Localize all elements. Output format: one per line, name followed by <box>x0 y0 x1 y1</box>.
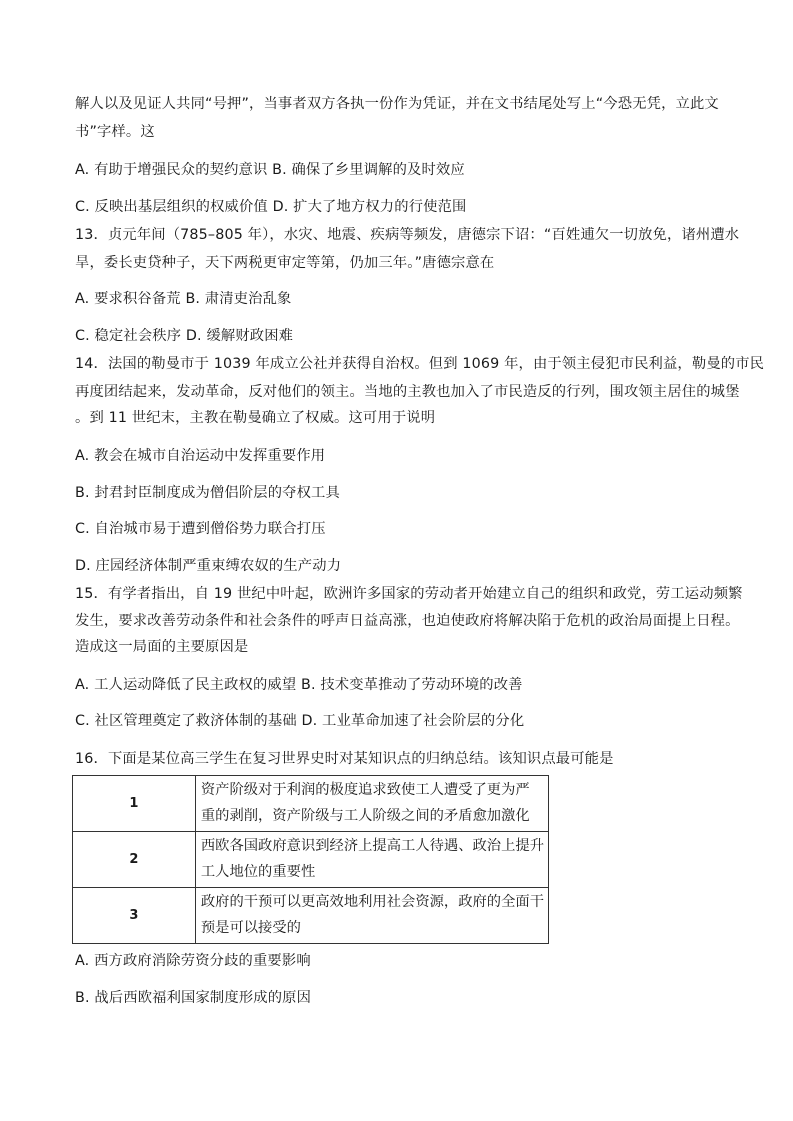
q13-stem-line2: 旱，委长吏贷种子，天下两税更审定等第，仍加三年。”唐德宗意在 <box>75 255 495 271</box>
row-text-line2: 工人地位的重要性 <box>200 864 316 880</box>
q13-options-cd: C. 稳定社会秩序 D. 缓解财政困难 <box>75 328 294 344</box>
q14-option-b: B. 封君封臣制度成为僧侣阶层的夺权工具 <box>75 485 340 501</box>
q15-stem-line1: 15．有学者指出，自 19 世纪中叶起，欧洲许多国家的劳动者开始建立自己的组织和政党，劳工运动频繁 <box>75 586 743 602</box>
q14-stem-line3: 。到 11 世纪末，主教在勒曼确立了权威。这可用于说明 <box>75 410 436 426</box>
q15-stem-line3: 造成这一局面的主要原因是 <box>75 639 249 655</box>
row-text-line1: 西欧各国政府意识到经济上提高工人待遇、政治上提升 <box>200 838 544 854</box>
q14-option-a: A. 教会在城市自治运动中发挥重要作用 <box>75 448 326 464</box>
q16-option-b: B. 战后西欧福利国家制度形成的原因 <box>75 990 312 1006</box>
q13-stem-line1: 13．贞元年间（785–805 年），水灾、地震、疾病等频发，唐德宗下诏：“百姓逋欠一切放免，诸州遭水 <box>75 227 740 243</box>
q12-stem-line1: 解人以及见证人共同“号押”，当事者双方各执一份作为凭证，并在文书结尾处写上“今恐无凭，立此文 <box>75 96 719 112</box>
row-text-line2: 重的剥削，资产阶级与工人阶级之间的矛盾愈加激化 <box>200 808 530 824</box>
row-text <box>195 776 548 832</box>
q15-options-cd: C. 社区管理奠定了救济体制的基础 D. 工业革命加速了社会阶层的分化 <box>75 713 525 729</box>
q12-stem-line2: 书”字样。这 <box>75 124 155 140</box>
q16-option-a: A. 西方政府消除劳资分歧的重要影响 <box>75 953 311 969</box>
q12-options-cd: C. 反映出基层组织的权威价值 D. 扩大了地方权力的行使范围 <box>75 199 467 215</box>
row-text-line1: 政府的干预可以更高效地利用社会资源，政府的全面干 <box>200 894 544 910</box>
row-text-line2: 预是可以接受的 <box>200 920 301 936</box>
row-number: 3 <box>73 888 196 944</box>
q14-stem-line2: 再度团结起来，发动革命，反对他们的领主。当地的主教也加入了市民造反的行列，围攻领主居住的城堡 <box>75 384 740 400</box>
row-text <box>195 832 548 888</box>
row-number: 1 <box>73 776 196 832</box>
q14-stem-line1: 14．法国的勒曼市于 1039 年成立公社并获得自治权。但到 1069 年，由于领主侵犯市民利益，勒曼的市民 <box>75 356 765 372</box>
knowledge-point-table <box>72 775 549 944</box>
row-number: 2 <box>73 832 196 888</box>
table-row <box>73 776 549 832</box>
table-row <box>73 888 549 944</box>
q16-stem: 16．下面是某位高三学生在复习世界史时对某知识点的归纳总结。该知识点最可能是 <box>75 751 614 767</box>
q12-options-ab: A. 有助于增强民众的契约意识 B. 确保了乡里调解的及时效应 <box>75 162 465 178</box>
q15-options-ab: A. 工人运动降低了民主政权的威望 B. 技术变革推动了劳动环境的改善 <box>75 677 523 693</box>
q14-option-c: C. 自治城市易于遭到僧俗势力联合打压 <box>75 521 326 537</box>
table-row <box>73 832 549 888</box>
q15-stem-line2: 发生，要求改善劳动条件和社会条件的呼声日益高涨，也迫使政府将解决陷于危机的政治局面提上日程。 <box>75 613 740 629</box>
q13-options-ab: A. 要求积谷备荒 B. 肃清吏治乱象 <box>75 291 292 307</box>
q14-option-d: D. 庄园经济体制严重束缚农奴的生产动力 <box>75 558 342 574</box>
row-text <box>195 888 548 944</box>
row-text-line1: 资产阶级对于利润的极度追求致使工人遭受了更为严 <box>200 782 530 798</box>
